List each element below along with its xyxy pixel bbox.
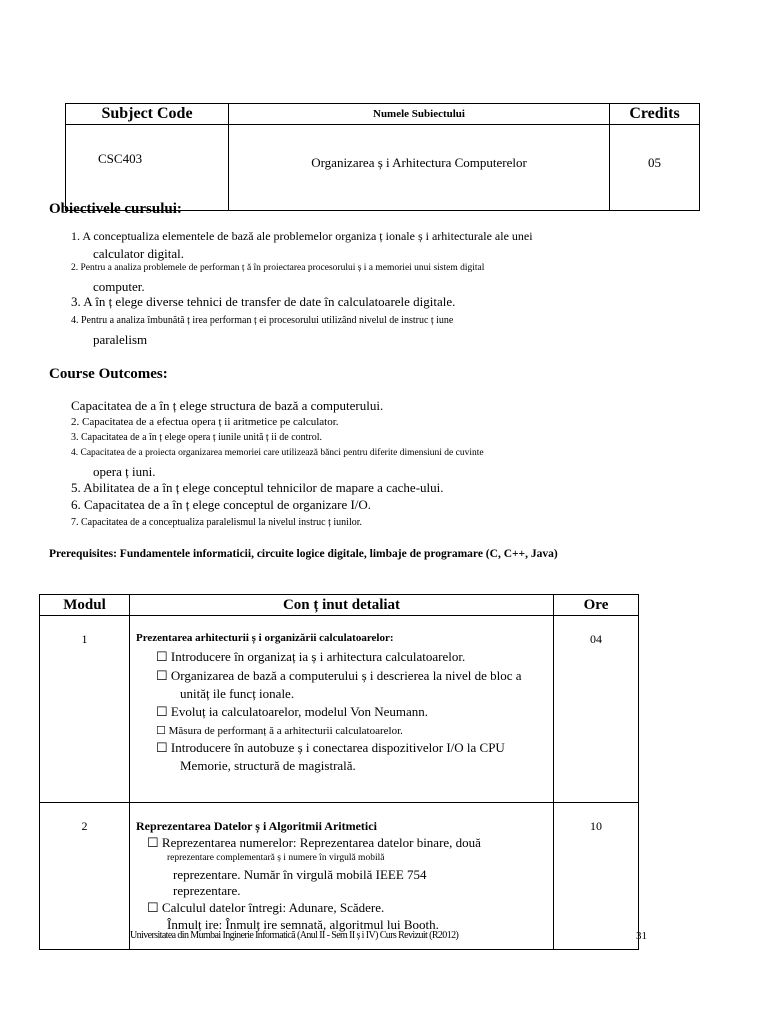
bullet-icon: ☐ [147,900,159,915]
module-item-continued: reprezentare. Număr în virgulă mobilă IEEE 754 [173,867,427,882]
module-item-continued: unităț ile funcț ionale. [180,686,295,701]
objective-line: 4. Pentru a analiza îmbunătă ț irea performan ț ei procesorului utilizând nivelul de instruc ț iune [71,315,454,326]
module-number: 1 [40,616,130,803]
module-item: ☐ Măsura de performanț ă a arhitecturii calculatoarelor. [156,725,403,737]
prerequisites: Prerequisites: Fundamentele informaticii, circuite logice digitale, limbaje de programare (C, C++, Java) [49,548,558,560]
outcomes-heading: Course Outcomes: [49,366,168,382]
subject-code-header: Subject Code [66,104,229,125]
outcome-line: opera ț iuni. [93,464,156,479]
module-number: 2 [40,803,130,950]
outcome-line: Capacitatea de a în ț elege structura de bază a computerului. [71,398,384,413]
table-row [40,616,639,803]
module-item-continued: Înmulț ire: Înmulț ire semnată, algoritmul lui Booth. [167,917,439,932]
detail-table [39,594,639,950]
bullet-icon: ☐ [156,668,168,683]
module-item-continued: reprezentare complementară ș i numere în virgulă mobilă [167,853,385,863]
module-title: Reprezentarea Datelor ș i Algoritmii Aritmetici [136,819,377,833]
subject-name: Organizarea ș i Arhitectura Computerelor [229,125,610,211]
outcome-line: 3. Capacitatea de a în ț elege opera ț iunile unită ț ii de control. [71,432,323,443]
outcome-line: 6. Capacitatea de a în ț elege conceptul de organizare I/O. [71,497,372,512]
module-content [130,803,554,950]
hours-header: Ore [554,595,639,616]
module-item-continued: reprezentare. [173,883,241,898]
objective-line: paralelism [93,332,148,347]
outcome-line: 5. Abilitatea de a în ț elege conceptul tehnicilor de mapare a cache-ului. [71,480,444,495]
module-title: Prezentarea arhitecturii ș i organizării calculatoarelor: [136,632,394,644]
objective-line: 3. A în ț elege diverse tehnici de transfer de date în calculatoarele digitale. [71,294,456,309]
module-item: ☐ Introducere în organizaț ia ș i arhitectura calculatoarelor. [156,649,466,664]
module-item: ☐ Calculul datelor întregi: Adunare, Scădere. [147,900,385,915]
objective-line: 1. A conceptualiza elementele de bază ale problemelor organiza ț ionale ș i arhitecturale ale unei [71,229,533,243]
subject-name-header: Numele Subiectului [229,104,610,125]
detail-header-row [40,595,639,616]
bullet-icon: ☐ [156,740,168,755]
content-header: Con ț inut detaliat [130,595,554,616]
objectives-heading: Obiectivele cursului: [49,201,182,217]
module-hours: 04 [554,616,639,803]
footer-text: Universitatea din Mumbai Inginerie Informatică (Anul II - Sem II ș i IV) Curs Revizuit (R2012) [130,930,459,941]
module-content [130,616,554,803]
bullet-icon: ☐ [156,649,168,664]
module-header: Modul [40,595,130,616]
subject-credits: 05 [610,125,700,211]
subject-code: CSC403 [66,125,229,211]
outcome-line: 7. Capacitatea de a conceptualiza paralelismul la nivelul instruc ț iunilor. [71,517,363,528]
bullet-icon: ☐ [147,835,159,850]
subject-header-row [66,104,700,125]
objective-line: 2. Pentru a analiza problemele de performan ț ă în proiectarea procesorului ș i a memoriei unui sistem digital [71,263,485,273]
page-number: 31 [636,930,647,942]
outcome-line: 4. Capacitatea de a proiecta organizarea memoriei care utilizează bănci pentru diferite dimensiuni de cuvinte [71,448,484,458]
objective-line: computer. [93,279,145,294]
bullet-icon: ☐ [156,725,166,737]
module-item-continued: Memorie, structură de magistrală. [180,758,356,773]
module-item: ☐ Organizarea de bază a computerului ș i descrierea la nivel de bloc a [156,668,522,683]
table-row [40,803,639,950]
subject-row [66,125,700,211]
credits-header: Credits [610,104,700,125]
module-item: ☐ Reprezentarea numerelor: Reprezentarea datelor binare, două [147,835,481,850]
subject-table [65,103,700,211]
bullet-icon: ☐ [156,704,168,719]
module-item: ☐ Evoluț ia calculatoarelor, modelul Von Neumann. [156,704,429,719]
module-item: ☐ Introducere în autobuze ș i conectarea dispozitivelor I/O la CPU [156,740,505,755]
module-hours: 10 [554,803,639,950]
objective-line: calculator digital. [93,246,184,261]
outcome-line: 2. Capacitatea de a efectua opera ț ii aritmetice pe calculator. [71,416,339,428]
